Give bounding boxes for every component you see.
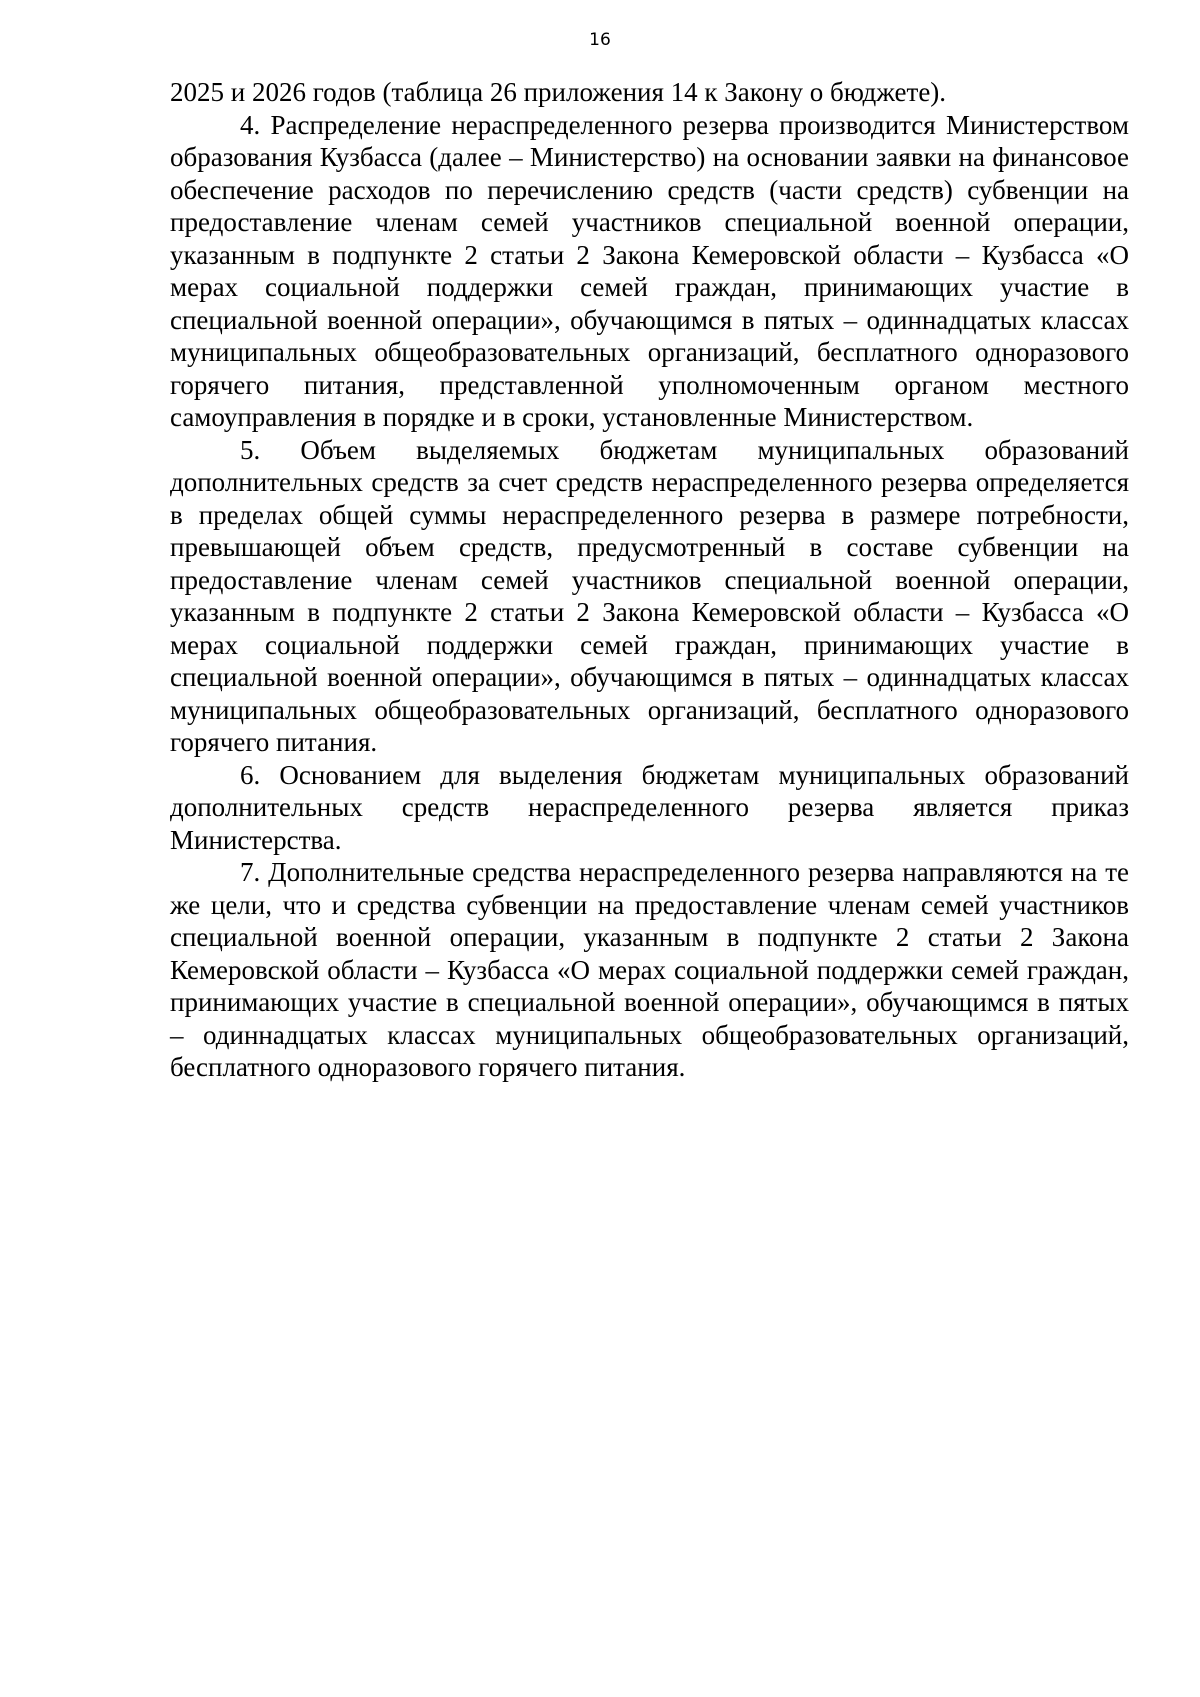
paragraph-item-5: 5. Объем выделяемых бюджетам муниципальных образований дополнительных средств за счет средств нераспределенного резерва определяется в пределах общей суммы нераспределенного резерва в размере потребности, превышающей объем средств, предусмотренный в составе субвенции на предоставление членам семей участников специальной военной операции, указанным в подпункте 2 статьи 2 Закона Кемеровской области – Кузбасса «О мерах социальной поддержки семей граждан, принимающих участие в специальной военной операции», обучающимся в пятых – одиннадцатых классах муниципальных общеобразовательных организаций, бесплатного одноразового горячего питания. [170,434,1129,757]
paragraph-item-7: 7. Дополнительные средства нераспределенного резерва направляются на те же цели, что и средства субвенции на предоставление членам семей участников специальной военной операции, указанным в подпункте 2 статьи 2 Закона Кемеровской области – Кузбасса «О мерах социальной поддержки семей граждан, принимающих участие в специальной военной операции», обучающимся в пятых – одиннадцатых классах муниципальных общеобразовательных организаций, бесплатного одноразового горячего питания. [170,857,1129,1082]
paragraph-continuation: 2025 и 2026 годов (таблица 26 приложения 14 к Закону о бюджете). [170,77,947,107]
document-body [170,76,1129,1084]
paragraph-item-4: 4. Распределение нераспределенного резерва производится Министерством образования Кузбасса (далее – Министерство) на основании заявки на финансовое обеспечение расходов по перечислению средств (части средств) субвенции на предоставление членам семей участников специальной военной операции, указанным в подпункте 2 статьи 2 Закона Кемеровской области – Кузбасса «О мерах социальной поддержки семей граждан, принимающих участие в специальной военной операции», обучающимся в пятых – одиннадцатых классах муниципальных общеобразовательных организаций, бесплатного одноразового горячего питания, представленной уполномоченным органом местного самоуправления в порядке и в сроки, установленные Министерством. [170,109,1129,432]
page-number: 16 [589,30,611,50]
paragraph-item-6: 6. Основанием для выделения бюджетам муниципальных образований дополнительных средств нераспределенного резерва является приказ Министерства. [170,759,1129,855]
